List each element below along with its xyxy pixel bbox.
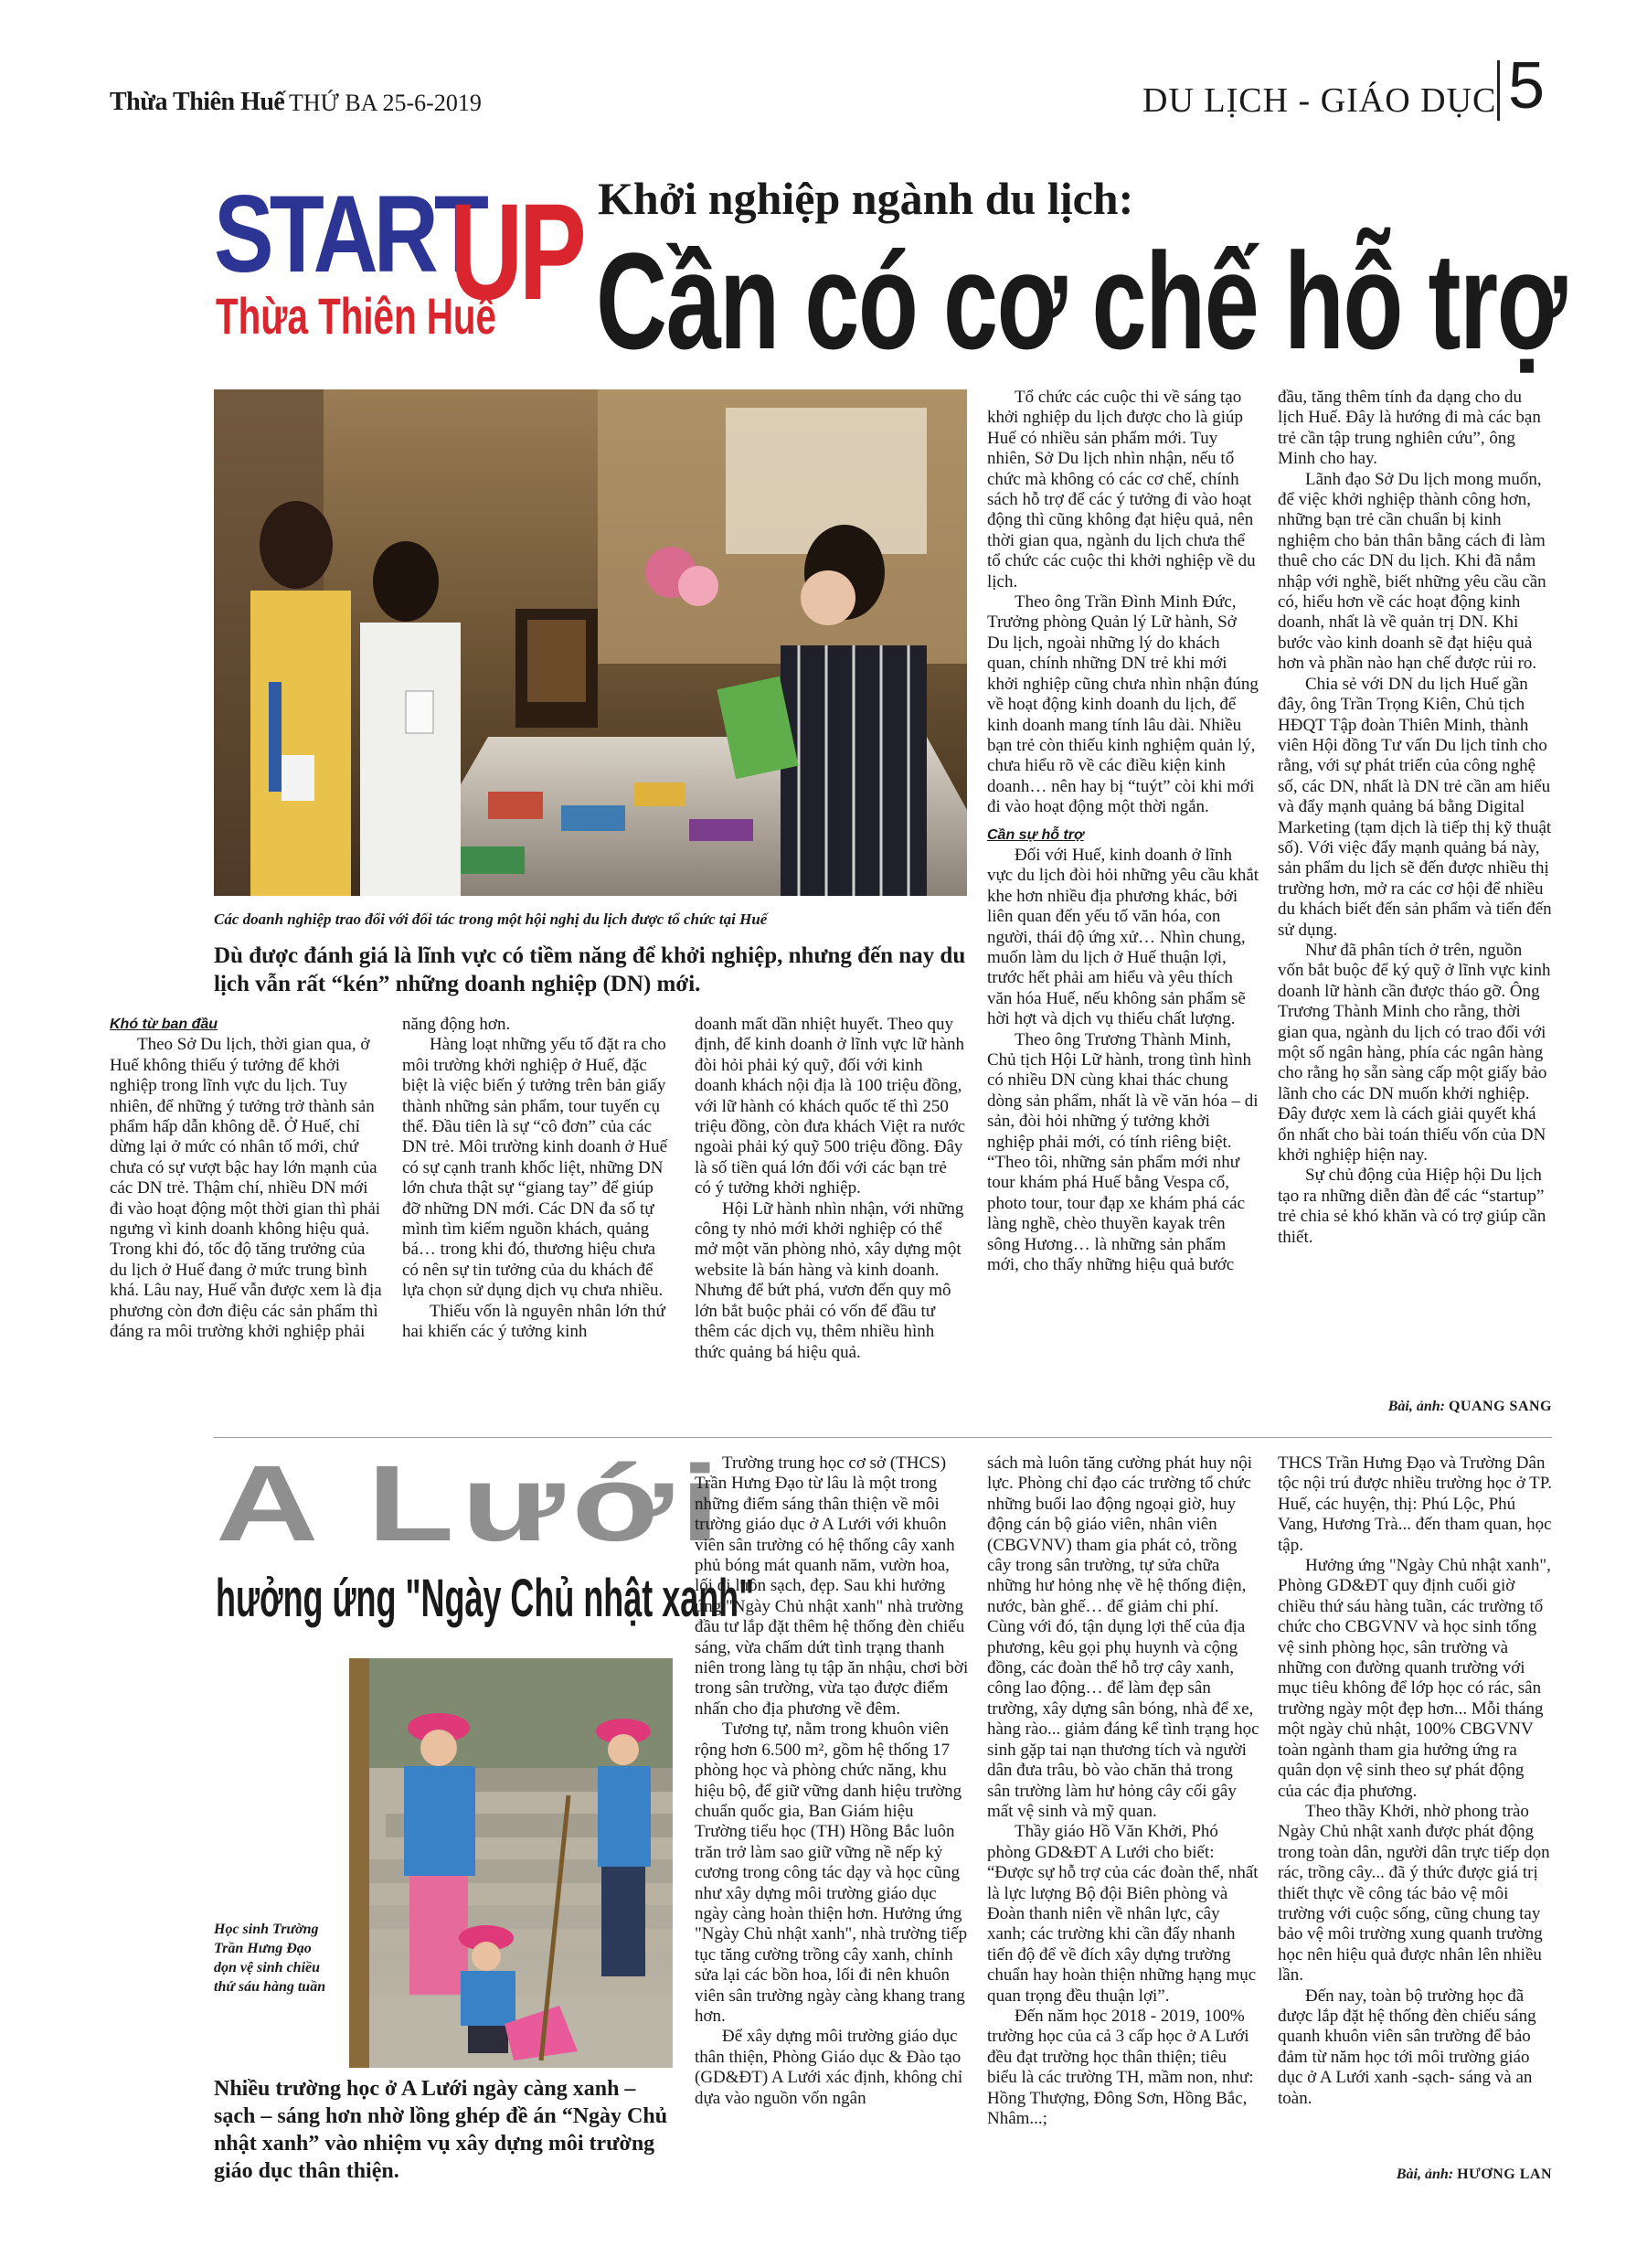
paragraph: Theo ông Trần Đình Minh Đức, Trưởng phòng Quản lý Lữ hành, Sở Du lịch, ngoài những lý do khách quan, chính những DN trẻ khi mới khởi nghiệp cũng chưa nhìn nhận đúng về hoạt động kinh doanh du lịch, để kinh doanh mang tính lâu dài. Nhiều bạn trẻ còn thiếu kinh nghiệm quản lý, chưa hiểu rõ về các điều kiện kinh doanh… nên hay bị “tuýt” còi khi mới đi vào hoạt động một thời ngắn. (987, 592, 1259, 817)
story2-title: A Lưới (216, 1443, 728, 1564)
paragraph: THCS Trần Hưng Đạo và Trường Dân tộc nội trú được nhiều trường học ở TP. Huế, các huyện, thị: Phú Lộc, Phú Vang, Hương Trà... đến tham quan, học tập. (1278, 1453, 1552, 1555)
startup-logo-up: UP (450, 175, 583, 328)
story2-photo-caption: Học sinh Trường Trần Hưng Đạo dọn vệ sinh chiều thứ sáu hàng tuần (214, 1922, 326, 1995)
paragraph: Tổ chức các cuộc thi về sáng tạo khởi nghiệp du lịch được cho là giúp Huế có nhiều sản phẩm mới. Tuy nhiên, Sở Du lịch nhìn nhận, nếu tổ chức mà không có các cơ chế, chính sách hỗ trợ để các ý tưởng đi vào hoạt động thì cũng không đạt hiệu quả, nên thời gian qua, ngành du lịch chưa thể tổ chức các cuộc thi khởi nghiệp về du lịch. (987, 388, 1256, 591)
paragraph: Đến nay, toàn bộ trường học đã được lắp đặt hệ thống đèn chiếu sáng quanh khuôn viên sân trường để bảo đảm từ năm học tới môi trường giáo dục ở A Lưới xanh -sạch- sáng và an toàn. (1278, 1986, 1536, 2108)
page-number: 5 (1508, 49, 1546, 122)
story2-column-3 (1278, 1453, 1552, 2109)
startup-logo-city: Thừa Thiên Huế (216, 287, 496, 345)
story1-headline: Cần có cơ chế hỗ trợ (596, 224, 1566, 378)
story1-column-3 (695, 1015, 967, 1363)
paragraph: Hội Lữ hành nhìn nhận, với những công ty nhỏ mới khởi nghiệp có thể mở một văn phòng nhỏ, xây dựng một website là bán hàng và kinh doanh. Nhưng để bứt phá, vươn đến quy mô lớn bắt buộc phải có vốn để đầu tư thêm các dịch vụ, thêm nhiều hình thức quảng bá hiệu quả. (695, 1198, 964, 1362)
byline-prefix: Bài, ảnh: (1387, 1399, 1449, 1414)
story1-photo-caption: Các doanh nghiệp trao đổi với đối tác trong một hội nghị du lịch được tổ chức tại Huế (214, 910, 768, 928)
story2-subtitle: hưởng ứng "Ngày Chủ nhật xanh" (216, 1569, 755, 1628)
paragraph: Hưởng ứng "Ngày Chủ nhật xanh", Phòng GD&ĐT quy định cuối giờ chiều thứ sáu hàng tuần, các trường tổ chức cho CBGVNV và học sinh tổng vệ sinh phòng học, sân trường và những con đường quanh trường với mục tiêu không để lớp học có rác, sân trường ngày một đẹp hơn... Mỗi tháng một ngày chủ nhật, 100% CBGVNV toàn ngành tham gia hưởng ứng ra quân dọn vệ sinh theo sự phát động của các địa phương. (1278, 1556, 1551, 1801)
paragraph: Sự chủ động của Hiệp hội Du lịch tạo ra những diễn đàn để các “startup” trẻ chia sẻ khó khăn và có trợ giúp cần thiết. (1278, 1166, 1546, 1247)
story1-column-5 (1278, 388, 1552, 1248)
story2-byline (1278, 2167, 1552, 2183)
conference-photo-illustration (214, 389, 967, 896)
story1-photo (214, 389, 967, 896)
paragraph: Chia sẻ với DN du lịch Huế gần đây, ông Trần Trọng Kiên, Chủ tịch HĐQT Tập đoàn Thiên Minh, thành viên Hội đồng Tư vấn Du lịch tỉnh cho rằng, với sự phát triển của công nghệ số, các DN, nhất là DN trẻ cần am hiểu và đẩy mạnh quảng bá bằng Digital Marketing (tạm dịch là tiếp thị kỹ thuật số). Với việc đẩy mạnh quảng bá này, sản phẩm du lịch sẽ đến được nhiều thị trường hơn, mở ra các cơ hội để nhiều du khách biết đến sản phẩm và tiến đến sử dụng. (1278, 674, 1552, 940)
startup-logo-start: START (214, 173, 485, 295)
paragraph: Theo ông Trương Thành Minh, Chủ tịch Hội Lữ hành, trong tình hình có nhiều DN cùng khai thác chung dòng sản phẩm, nhất là về văn hóa – di sản, đòi hỏi những ý tưởng khởi nghiệp phải mới, có tính riêng biệt. “Theo tôi, những sản phẩm mới như tour khám phá Huế bằng Vespa cổ, photo tour, tour đạp xe khám phá các làng nghề, chèo thuyền kayak trên sông Hương… là những sản phẩm mới, cho thấy những hiệu quả bước (987, 1029, 1259, 1275)
paragraph: Thiếu vốn là nguyên nhân lớn thứ hai khiến các ý tưởng kinh (402, 1301, 665, 1342)
story2-lead: Nhiều trường học ở A Lưới ngày càng xanh – sạch – sáng hơn nhờ lồng ghép đề án “Ngày Chủ nhật xanh” vào nhiệm vụ xây dựng môi trường giáo dục thân thiện. (214, 2077, 668, 2183)
story1-column-4 (987, 388, 1259, 1275)
story-divider (214, 1437, 1552, 1438)
story2-photo (349, 1658, 673, 2068)
paragraph: năng động hơn. (402, 1015, 511, 1034)
story1-kicker: Khởi nghiệp ngành du lịch: (598, 173, 1134, 224)
paragraph: sách mà luôn tăng cường phát huy nội lực. Phòng chỉ đạo các trường tổ chức những buổi lao động ngoại giờ, huy động cán bộ giáo viên, nhân viên (CBGVNV) tham gia phát cỏ, trồng cây trong sân trường, tự sửa chữa những hư hỏng nhẹ về hệ thống điện, nước, bàn ghế… để giảm chi phí. Cùng với đó, tận dụng lợi thế của địa phương, kêu gọi phụ huynh và cộng đồng, các đoàn thể hỗ trợ cây xanh, công lao động… để làm đẹp sân trường, xây dựng sân bóng, nhà để xe, hàng rào... giảm đáng kể tình trạng học sinh gặp tai nạn thương tích và người dân đưa trâu, bò vào chăn thả trong sân trường làm hư hỏng cây cối gây mất vệ sinh và mỹ quan. (987, 1453, 1259, 1821)
header-divider (1497, 60, 1500, 121)
paragraph: doanh mất dần nhiệt huyết. Theo quy định, để kinh doanh ở lĩnh vực lữ hành đòi hỏi phải ký quỹ, đối với kinh doanh khách nội địa là 100 triệu đồng, với lữ hành có khách quốc tế thì 250 triệu đồng, còn đưa khách Việt ra nước ngoài phải ký quỹ 500 triệu đồng. Đây là số tiền quá lớn đối với các bạn trẻ có ý tưởng khởi nghiệp. (695, 1015, 966, 1198)
story2-column-1 (695, 1453, 969, 2109)
story1-column-1 (110, 1015, 382, 1343)
subheading-kho-tu-ban-dau: Khó từ ban đầu (110, 1017, 218, 1032)
paragraph: Đối với Huế, kinh doanh ở lĩnh vực du lịch đòi hỏi những yêu cầu khắt khe hơn nhiều địa phương khác, bởi liên quan đến yếu tố văn hóa, con người, thái độ ứng xử… Nhìn chung, muốn làm du lịch ở Huế thuận lợi, trước hết phải am hiểu và yêu thích văn hóa Huế, nếu không sản phẩm sẽ hời hợt và dịch vụ thiếu chất lượng. (987, 845, 1259, 1029)
paragraph: Đến năm học 2018 - 2019, 100% trường học của cả 3 cấp học ở A Lưới đều đạt trường học thân thiện; tiêu biểu là các trường TH, mầm non, như: Hồng Thượng, Đông Sơn, Hồng Bắc, Nhâm...; (987, 2006, 1254, 2128)
paragraph: Như đã phân tích ở trên, nguồn vốn bắt buộc để ký quỹ ở lĩnh vực kinh doanh lữ hành cần được tháo gỡ. Ông Trương Thành Minh cho rằng, thời gian qua, ngành du lịch có trao đổi với một số ngân hàng, phía các ngân hàng cho rằng họ sẵn sàng cấp một giấy bảo lãnh cho các DN muốn khởi nghiệp. Đây được xem là cách giải quyết khá ổn nhất cho bài toán thiếu vốn của DN khởi nghiệp hiện nay. (1278, 940, 1551, 1166)
students-cleaning-photo-illustration (349, 1658, 673, 2068)
story2-column-2 (987, 1453, 1259, 2129)
story1-byline (1278, 1399, 1552, 1415)
byline-author: QUANG SANG (1448, 1399, 1552, 1414)
byline-author: HƯƠNG LAN (1457, 2167, 1552, 2182)
paragraph: Hàng loạt những yếu tố đặt ra cho môi trường khởi nghiệp ở Huế, đặc biệt là việc biến ý tưởng trên bản giấy thành những sản phẩm, tour tuyến cụ thể. Đầu tiên là sự “cô đơn” của các DN trẻ. Môi trường kinh doanh ở Huế có sự cạnh tranh khốc liệt, những DN lớn chưa thật sự “giang tay” để giúp đỡ những DN mới. Các DN đa số tự mình tìm kiếm nguồn khách, quảng bá… trong khi đó, thương hiệu chưa có nên sự tin tưởng của du khách để lựa chọn sử dụng dịch vụ chưa nhiều. (402, 1035, 668, 1301)
paragraph: Tương tự, nằm trong khuôn viên rộng hơn 6.500 m², gồm hệ thống 17 phòng học và phòng chức năng, khu hiệu bộ, để giữ vững danh hiệu trường chuẩn quốc gia, Ban Giám hiệu Trường tiểu học (TH) Hồng Bắc luôn trăn trở làm sao giữ vững nề nếp kỷ cương trong công tác dạy và học cũng như xây dựng môi trường giáo dục ngày càng hoàn thiện hơn. Hưởng ứng "Ngày Chủ nhật xanh", nhà trường tiếp tục tăng cường trồng cây xanh, chỉnh sửa lại các bồn hoa, lối đi nên khuôn viên sân trường ngày càng khang trang hơn. (695, 1720, 968, 2026)
paragraph: Để xây dựng môi trường giáo dục thân thiện, Phòng Giáo dục & Đào tạo (GD&ĐT) A Lưới xác định, không chỉ dựa vào nguồn vốn ngân (695, 2027, 963, 2108)
paragraph: đầu, tăng thêm tính đa dạng cho du lịch Huế. Đây là hướng đi mà các bạn trẻ cần tập trung nghiên cứu”, ông Minh cho hay. (1278, 388, 1541, 469)
subheading-can-su-ho-tro: Cần sự hỗ trợ (987, 826, 1084, 843)
story1-lead: Dù được đánh giá là lĩnh vực có tiềm năng để khởi nghiệp, nhưng đến nay du lịch vẫn rất “kén” những doanh nghiệp (DN) mới. (214, 943, 966, 996)
paragraph: Theo Sở Du lịch, thời gian qua, ở Huế không thiếu ý tưởng để khởi nghiệp trong lĩnh vực du lịch. Tuy nhiên, để những ý tưởng trở thành sản phẩm hấp dẫn không dễ. Ở Huế, chỉ dừng lại ở mức có nhân tố mới, chứ chưa có sự vượt bậc hay lớn mạnh của các DN trẻ. Thậm chí, nhiều DN mới đi vào hoạt động một thời gian thì phải ngưng vì kinh doanh không hiệu quả. Trong khi đó, tốc độ tăng trưởng của du lịch ở Huế đang ở mức trung bình khá. Lâu nay, Huế vẫn được xem là địa phương còn đơn điệu các sản phẩm thì đáng ra môi trường khởi nghiệp phải (110, 1035, 382, 1342)
paragraph: Thầy giáo Hồ Văn Khởi, Phó phòng GD&ĐT A Lưới cho biết: “Được sự hỗ trợ của các đoàn thể, nhất là lực lượng Bộ đội Biên phòng và Đoàn thanh niên về nhân lực, cây xanh; các trường khi cần đẩy nhanh tiến độ để về đích xây dựng trường chuẩn hay hoàn thiện những hạng mục quan trọng đều thuận lợi”. (987, 1822, 1259, 2006)
byline-prefix: Bài, ảnh: (1396, 2167, 1458, 2182)
paragraph: Theo thầy Khởi, nhờ phong trào Ngày Chủ nhật xanh được phát động trong toàn dân, người dân trực tiếp dọn rác, trồng cây... đã ý thức được giá trị thiết thực về công tác bảo vệ môi trường với cuộc sống, cũng chung tay bảo vệ môi trường xung quanh trường học nên hiệu quả được nhân lên nhiều lần. (1278, 1801, 1550, 1986)
story1-column-2 (402, 1015, 675, 1343)
newspaper-name: Thừa Thiên Huế (110, 88, 285, 116)
paragraph: Trường trung học cơ sở (THCS) Trần Hưng Đạo từ lâu là một trong những điểm sáng thân thiện về môi trường giáo dục ở A Lưới với khuôn viên sân trường có hệ thống cây xanh phủ bóng mát quanh năm, vườn hoa, lối đi luôn sạch, đẹp. Sau khi hưởng ứng "Ngày Chủ nhật xanh" nhà trường đầu tư lắp đặt thêm hệ thống đèn chiếu sáng, vừa chấm dứt tình trạng thanh niên trong làng tụ tập ăn nhậu, chơi bời trong sân trường, vừa tạo được điểm nhấn cho địa phương về đêm. (695, 1453, 969, 1719)
section-title: DU LỊCH - GIÁO DỤC (1142, 81, 1497, 120)
paragraph: Lãnh đạo Sở Du lịch mong muốn, để việc khởi nghiệp thành công hơn, những bạn trẻ cần chuẩn bị kinh nghiệm cho bản thân bằng cách đi làm thuê cho các DN du lịch. Khi đã nắm nhập với nghề, biết những yêu cầu cần có, hiểu hơn về các hoạt động kinh doanh, nhất là về quản trị DN. Khi bước vào kinh doanh sẽ đạt hiệu quả hơn và phần nào hạn chế được rủi ro. (1278, 469, 1546, 674)
issue-date: THỨ BA 25-6-2019 (289, 90, 482, 116)
